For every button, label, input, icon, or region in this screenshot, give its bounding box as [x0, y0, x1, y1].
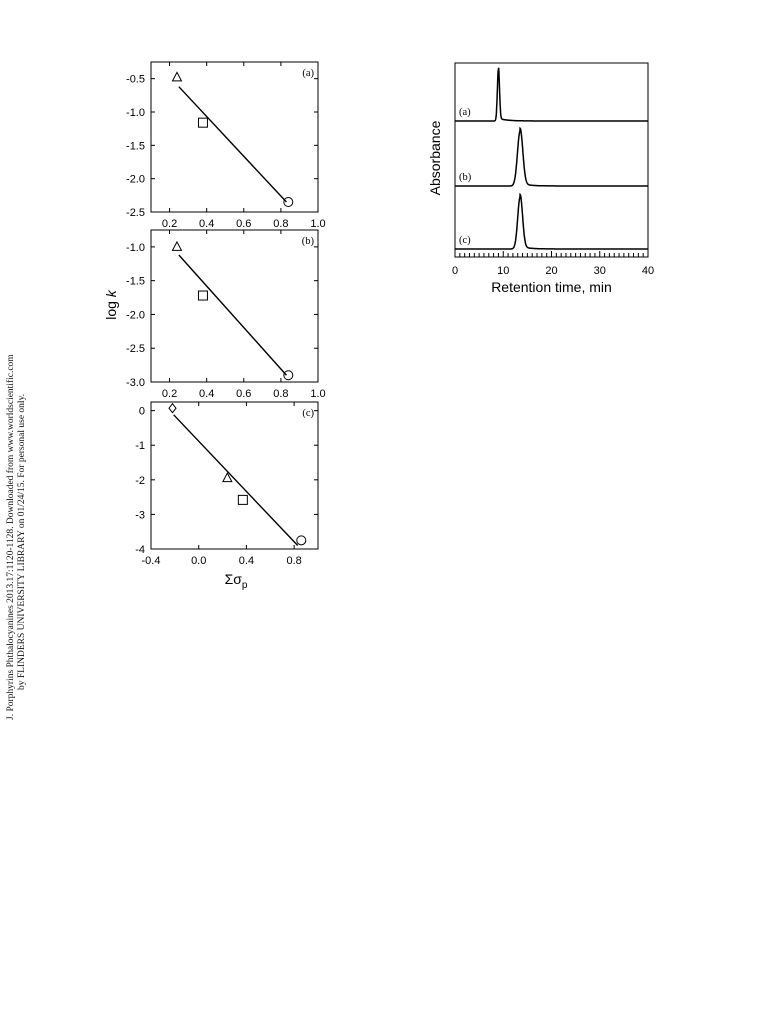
- x-tick-label: 0.0: [191, 555, 207, 567]
- y-axis-title: Absorbance: [427, 120, 443, 196]
- data-point-square: [238, 495, 247, 504]
- y-tick-label: 0: [138, 405, 145, 418]
- panel-label: (a): [302, 68, 314, 79]
- fit-line: [174, 415, 298, 546]
- scatter-panel-3: [135, 402, 318, 591]
- y-tick-label: -0.5: [126, 73, 145, 86]
- y-tick-label: -1: [135, 440, 145, 453]
- data-point-diamond: [169, 404, 176, 413]
- x-tick-label: 1.0: [310, 388, 326, 400]
- x-tick-label: 0.4: [238, 555, 255, 567]
- y-tick-label: -4: [135, 544, 145, 556]
- x-tick-label: 1.0: [310, 218, 326, 230]
- shared-ylabel: log k: [103, 290, 119, 320]
- x-tick-label: 20: [545, 265, 558, 277]
- x-tick-label: 0.4: [199, 388, 215, 400]
- plot-frame: [455, 63, 648, 257]
- x-tick-label: 0.2: [161, 388, 178, 400]
- x-tick-label: 0.2: [161, 218, 178, 230]
- y-tick-label: -2.5: [126, 343, 145, 356]
- panel-label: (b): [301, 236, 314, 247]
- data-point-circle: [297, 536, 306, 545]
- x-axis-title: Retention time, min: [491, 279, 612, 295]
- y-tick-label: -1.5: [126, 275, 145, 288]
- citation-line-1: J. Porphyrins Phthalocyanines 2013.17:1120-1128. Downloaded from www.worldscientific.com: [6, 354, 16, 720]
- plot-frame: [151, 230, 318, 382]
- data-point-square: [198, 291, 207, 300]
- data-point-triangle: [172, 242, 181, 251]
- series-label: (a): [459, 107, 471, 118]
- chromatogram-trace: [455, 194, 648, 249]
- fit-line: [179, 87, 287, 202]
- data-point-square: [198, 118, 207, 127]
- x-tick-label: 0.4: [199, 218, 215, 230]
- x-tick-label: 0.6: [236, 218, 252, 230]
- x-tick-label: 0.8: [273, 218, 289, 230]
- y-tick-label: -3: [135, 509, 145, 522]
- x-tick-label: 30: [593, 265, 606, 277]
- chromatogram-trace: [455, 68, 648, 121]
- panel-label: (c): [302, 408, 314, 419]
- x-tick-label: -0.4: [141, 555, 161, 567]
- plot-frame: [151, 402, 318, 549]
- citation-line-2: by FLINDERS UNIVERSITY LIBRARY on 01/24/15. For personal use only.: [17, 393, 27, 690]
- data-point-circle: [284, 198, 293, 207]
- x-tick-label: 40: [641, 265, 655, 277]
- scatter-panel-1: [126, 62, 326, 230]
- y-tick-label: -2: [135, 474, 145, 487]
- y-tick-label: -3.0: [126, 377, 145, 389]
- fit-line: [179, 255, 287, 375]
- x-tick-label: 0.6: [236, 388, 252, 400]
- series-label: (b): [459, 172, 472, 183]
- x-tick-label: 0.8: [286, 555, 302, 567]
- x-tick-label: 0: [451, 265, 459, 277]
- x-tick-label: 0.8: [273, 388, 289, 400]
- data-point-circle: [284, 371, 293, 380]
- y-tick-label: -2.5: [126, 207, 145, 219]
- y-tick-label: -1.0: [126, 107, 145, 119]
- data-point-triangle: [172, 72, 181, 81]
- y-tick-label: -1.0: [126, 241, 145, 254]
- chromatogram-panel: [427, 63, 654, 295]
- y-tick-label: -2.0: [126, 309, 145, 322]
- series-label: (c): [459, 235, 471, 246]
- chromatogram-trace: [455, 128, 648, 186]
- plot-frame: [151, 62, 318, 212]
- y-tick-label: -1.5: [126, 140, 145, 153]
- x-tick-label: 10: [497, 265, 510, 277]
- y-tick-label: -2.0: [126, 173, 145, 186]
- scatter-panel-2: [126, 230, 326, 400]
- x-axis-title: $\Sigma\sigma_p$: [224, 571, 248, 591]
